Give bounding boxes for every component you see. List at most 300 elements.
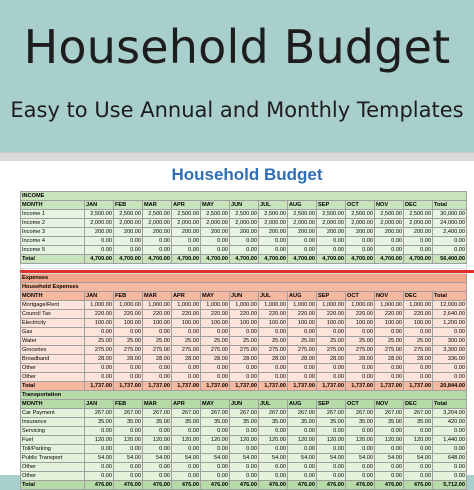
month-header-cell[interactable]: SEP <box>317 292 346 301</box>
value-cell[interactable]: 0.00 <box>346 427 375 436</box>
value-cell[interactable]: 2,000.00 <box>85 219 114 228</box>
value-cell[interactable]: 28.00 <box>85 355 114 364</box>
value-cell[interactable]: 267.00 <box>85 409 114 418</box>
value-cell[interactable]: 0.00 <box>288 237 317 246</box>
row-label[interactable]: Groceries <box>21 346 85 355</box>
total-cell[interactable]: 1,737.00 <box>317 382 346 391</box>
total-cell[interactable]: 4,700.00 <box>259 255 288 264</box>
value-cell[interactable]: 275.00 <box>404 346 433 355</box>
value-cell[interactable]: 28.00 <box>404 355 433 364</box>
value-cell[interactable]: 220.00 <box>288 310 317 319</box>
value-cell[interactable]: 0.00 <box>404 246 433 255</box>
value-cell[interactable]: 0.00 <box>172 364 201 373</box>
value-cell[interactable]: 0.00 <box>143 427 172 436</box>
value-cell[interactable]: 0.00 <box>85 472 114 481</box>
month-header-cell[interactable]: NOV <box>375 201 404 210</box>
total-cell[interactable]: 56,400.00 <box>433 255 467 264</box>
value-cell[interactable]: 2,640.00 <box>433 310 467 319</box>
value-cell[interactable]: 0.00 <box>172 472 201 481</box>
value-cell[interactable]: 0.00 <box>404 373 433 382</box>
month-header-cell[interactable]: DEC <box>404 292 433 301</box>
value-cell[interactable]: 28.00 <box>259 355 288 364</box>
value-cell[interactable]: 120.00 <box>201 436 230 445</box>
row-label[interactable]: Other <box>21 463 85 472</box>
value-cell[interactable]: 25.00 <box>201 337 230 346</box>
value-cell[interactable]: 0.00 <box>259 472 288 481</box>
total-cell[interactable]: 476.00 <box>143 481 172 490</box>
value-cell[interactable]: 275.00 <box>85 346 114 355</box>
value-cell[interactable]: 0.00 <box>143 246 172 255</box>
total-cell[interactable]: 476.00 <box>85 481 114 490</box>
value-cell[interactable]: 0.00 <box>317 328 346 337</box>
value-cell[interactable]: 2,000.00 <box>346 219 375 228</box>
value-cell[interactable]: 0.00 <box>230 237 259 246</box>
total-cell[interactable]: 20,844.00 <box>433 382 467 391</box>
value-cell[interactable]: 200.00 <box>259 228 288 237</box>
value-cell[interactable]: 0.00 <box>143 373 172 382</box>
total-cell[interactable]: 4,700.00 <box>230 255 259 264</box>
value-cell[interactable]: 2,500.00 <box>404 210 433 219</box>
value-cell[interactable]: 0.00 <box>288 463 317 472</box>
month-header-cell[interactable]: JUN <box>230 292 259 301</box>
month-header-cell[interactable]: AUG <box>288 201 317 210</box>
value-cell[interactable]: 0.00 <box>375 445 404 454</box>
total-cell[interactable]: 1,737.00 <box>346 382 375 391</box>
value-cell[interactable]: 120.00 <box>317 436 346 445</box>
value-cell[interactable]: 1,000.00 <box>288 301 317 310</box>
month-header-cell[interactable]: NOV <box>375 400 404 409</box>
value-cell[interactable]: 0.00 <box>346 373 375 382</box>
value-cell[interactable]: 0.00 <box>114 364 143 373</box>
value-cell[interactable]: 1,000.00 <box>143 301 172 310</box>
total-cell[interactable]: 476.00 <box>114 481 143 490</box>
value-cell[interactable]: 0.00 <box>375 364 404 373</box>
total-cell[interactable]: 4,700.00 <box>201 255 230 264</box>
value-cell[interactable]: 35.00 <box>404 418 433 427</box>
value-cell[interactable]: 267.00 <box>201 409 230 418</box>
total-cell[interactable]: 4,700.00 <box>143 255 172 264</box>
total-cell[interactable]: 1,737.00 <box>259 382 288 391</box>
value-cell[interactable]: 0.00 <box>172 445 201 454</box>
value-cell[interactable]: 2,000.00 <box>317 219 346 228</box>
value-cell[interactable]: 54.00 <box>375 454 404 463</box>
month-header-cell[interactable]: MAY <box>201 292 230 301</box>
value-cell[interactable]: 200.00 <box>317 228 346 237</box>
value-cell[interactable]: 275.00 <box>172 346 201 355</box>
value-cell[interactable]: 0.00 <box>172 427 201 436</box>
value-cell[interactable]: 267.00 <box>259 409 288 418</box>
month-header-cell[interactable]: OCT <box>346 201 375 210</box>
value-cell[interactable]: 0.00 <box>375 246 404 255</box>
value-cell[interactable]: 200.00 <box>230 228 259 237</box>
value-cell[interactable]: 25.00 <box>172 337 201 346</box>
income-section-label[interactable]: INCOME <box>21 192 467 201</box>
value-cell[interactable]: 2,000.00 <box>172 219 201 228</box>
value-cell[interactable]: 120.00 <box>114 436 143 445</box>
value-cell[interactable]: 1,000.00 <box>346 301 375 310</box>
value-cell[interactable]: 0.00 <box>230 445 259 454</box>
value-cell[interactable]: 35.00 <box>201 418 230 427</box>
value-cell[interactable]: 220.00 <box>230 310 259 319</box>
value-cell[interactable]: 0.00 <box>201 364 230 373</box>
month-header-cell[interactable]: APR <box>172 292 201 301</box>
value-cell[interactable]: 220.00 <box>201 310 230 319</box>
total-cell[interactable]: 1,737.00 <box>375 382 404 391</box>
value-cell[interactable]: 54.00 <box>346 454 375 463</box>
value-cell[interactable]: 0.00 <box>143 364 172 373</box>
value-cell[interactable]: 0.00 <box>346 328 375 337</box>
value-cell[interactable]: 0.00 <box>201 427 230 436</box>
value-cell[interactable]: 0.00 <box>317 246 346 255</box>
value-cell[interactable]: 0.00 <box>404 237 433 246</box>
value-cell[interactable]: 200.00 <box>114 228 143 237</box>
value-cell[interactable]: 0.00 <box>375 463 404 472</box>
value-cell[interactable]: 35.00 <box>259 418 288 427</box>
month-header-cell[interactable]: JAN <box>85 292 114 301</box>
value-cell[interactable]: 54.00 <box>288 454 317 463</box>
value-cell[interactable]: 0.00 <box>375 328 404 337</box>
value-cell[interactable]: 0.00 <box>288 246 317 255</box>
value-cell[interactable]: 1,000.00 <box>85 301 114 310</box>
row-label[interactable]: Electricity <box>21 319 85 328</box>
value-cell[interactable]: 0.00 <box>433 328 467 337</box>
value-cell[interactable]: 54.00 <box>172 454 201 463</box>
month-header-cell[interactable]: MAY <box>201 201 230 210</box>
total-cell[interactable]: 4,700.00 <box>375 255 404 264</box>
row-label[interactable]: Other <box>21 373 85 382</box>
value-cell[interactable]: 2,000.00 <box>114 219 143 228</box>
month-header-cell[interactable]: APR <box>172 201 201 210</box>
row-label[interactable]: Income 2 <box>21 219 85 228</box>
month-header-label[interactable]: MONTH <box>21 292 85 301</box>
value-cell[interactable]: 0.00 <box>433 445 467 454</box>
value-cell[interactable]: 0.00 <box>288 373 317 382</box>
value-cell[interactable]: 3,300.00 <box>433 346 467 355</box>
value-cell[interactable]: 275.00 <box>230 346 259 355</box>
value-cell[interactable]: 267.00 <box>375 409 404 418</box>
value-cell[interactable]: 2,500.00 <box>230 210 259 219</box>
value-cell[interactable]: 2,500.00 <box>201 210 230 219</box>
value-cell[interactable]: 1,000.00 <box>404 301 433 310</box>
month-header-cell[interactable]: FEB <box>114 400 143 409</box>
value-cell[interactable]: 54.00 <box>85 454 114 463</box>
total-cell[interactable]: 476.00 <box>317 481 346 490</box>
row-label[interactable]: Income 4 <box>21 237 85 246</box>
value-cell[interactable]: 54.00 <box>317 454 346 463</box>
value-cell[interactable]: 2,000.00 <box>259 219 288 228</box>
value-cell[interactable]: 275.00 <box>375 346 404 355</box>
value-cell[interactable]: 28.00 <box>288 355 317 364</box>
value-cell[interactable]: 0.00 <box>288 427 317 436</box>
row-label[interactable]: Council Tax <box>21 310 85 319</box>
value-cell[interactable]: 28.00 <box>201 355 230 364</box>
month-header-cell[interactable]: FEB <box>114 292 143 301</box>
value-cell[interactable]: 28.00 <box>317 355 346 364</box>
value-cell[interactable]: 200.00 <box>172 228 201 237</box>
total-label[interactable]: Total <box>21 382 85 391</box>
value-cell[interactable]: 200.00 <box>85 228 114 237</box>
month-header-cell[interactable]: Total <box>433 201 467 210</box>
month-header-label[interactable]: MONTH <box>21 400 85 409</box>
total-cell[interactable]: 4,700.00 <box>114 255 143 264</box>
value-cell[interactable]: 0.00 <box>85 463 114 472</box>
value-cell[interactable]: 0.00 <box>346 246 375 255</box>
value-cell[interactable]: 220.00 <box>259 310 288 319</box>
total-cell[interactable]: 476.00 <box>375 481 404 490</box>
value-cell[interactable]: 0.00 <box>259 373 288 382</box>
value-cell[interactable]: 0.00 <box>259 237 288 246</box>
value-cell[interactable]: 2,400.00 <box>433 228 467 237</box>
value-cell[interactable]: 54.00 <box>259 454 288 463</box>
value-cell[interactable]: 0.00 <box>230 472 259 481</box>
expenses-section-label[interactable]: Expenses <box>21 274 467 283</box>
value-cell[interactable]: 120.00 <box>230 436 259 445</box>
value-cell[interactable]: 0.00 <box>317 472 346 481</box>
value-cell[interactable]: 0.00 <box>114 445 143 454</box>
value-cell[interactable]: 25.00 <box>375 337 404 346</box>
month-header-cell[interactable]: OCT <box>346 400 375 409</box>
month-header-cell[interactable]: JUL <box>259 201 288 210</box>
value-cell[interactable]: 120.00 <box>85 436 114 445</box>
value-cell[interactable]: 0.00 <box>85 246 114 255</box>
value-cell[interactable]: 0.00 <box>317 237 346 246</box>
value-cell[interactable]: 1,000.00 <box>230 301 259 310</box>
value-cell[interactable]: 25.00 <box>230 337 259 346</box>
value-cell[interactable]: 275.00 <box>259 346 288 355</box>
month-header-cell[interactable]: FEB <box>114 201 143 210</box>
value-cell[interactable]: 2,500.00 <box>288 210 317 219</box>
row-label[interactable]: Income 1 <box>21 210 85 219</box>
value-cell[interactable]: 28.00 <box>346 355 375 364</box>
value-cell[interactable]: 0.00 <box>404 328 433 337</box>
value-cell[interactable]: 0.00 <box>201 463 230 472</box>
value-cell[interactable]: 0.00 <box>143 472 172 481</box>
month-header-cell[interactable]: MAY <box>201 400 230 409</box>
value-cell[interactable]: 35.00 <box>375 418 404 427</box>
total-label[interactable]: Total <box>21 481 85 490</box>
value-cell[interactable]: 25.00 <box>404 337 433 346</box>
month-header-cell[interactable]: OCT <box>346 292 375 301</box>
value-cell[interactable]: 0.00 <box>433 364 467 373</box>
value-cell[interactable]: 120.00 <box>346 436 375 445</box>
value-cell[interactable]: 28.00 <box>114 355 143 364</box>
value-cell[interactable]: 0.00 <box>433 237 467 246</box>
value-cell[interactable]: 28.00 <box>375 355 404 364</box>
value-cell[interactable]: 54.00 <box>230 454 259 463</box>
value-cell[interactable]: 35.00 <box>346 418 375 427</box>
value-cell[interactable]: 0.00 <box>433 246 467 255</box>
value-cell[interactable]: 267.00 <box>230 409 259 418</box>
value-cell[interactable]: 200.00 <box>375 228 404 237</box>
value-cell[interactable]: 25.00 <box>259 337 288 346</box>
value-cell[interactable]: 0.00 <box>317 463 346 472</box>
value-cell[interactable]: 0.00 <box>201 237 230 246</box>
month-header-cell[interactable]: JAN <box>85 400 114 409</box>
row-label[interactable]: Income 3 <box>21 228 85 237</box>
row-label[interactable]: Gas <box>21 328 85 337</box>
value-cell[interactable]: 267.00 <box>143 409 172 418</box>
value-cell[interactable]: 120.00 <box>404 436 433 445</box>
value-cell[interactable]: 2,500.00 <box>114 210 143 219</box>
value-cell[interactable]: 267.00 <box>346 409 375 418</box>
value-cell[interactable]: 0.00 <box>259 427 288 436</box>
value-cell[interactable]: 28.00 <box>172 355 201 364</box>
month-header-cell[interactable]: SEP <box>317 201 346 210</box>
value-cell[interactable]: 54.00 <box>201 454 230 463</box>
value-cell[interactable]: 0.00 <box>85 364 114 373</box>
value-cell[interactable]: 200.00 <box>143 228 172 237</box>
value-cell[interactable]: 0.00 <box>375 237 404 246</box>
month-header-cell[interactable]: APR <box>172 400 201 409</box>
total-cell[interactable]: 476.00 <box>346 481 375 490</box>
value-cell[interactable]: 25.00 <box>143 337 172 346</box>
value-cell[interactable]: 12,000.00 <box>433 301 467 310</box>
value-cell[interactable]: 0.00 <box>230 427 259 436</box>
value-cell[interactable]: 35.00 <box>317 418 346 427</box>
value-cell[interactable]: 2,000.00 <box>143 219 172 228</box>
value-cell[interactable]: 0.00 <box>346 472 375 481</box>
transportation-section-label[interactable]: Transportation <box>21 391 467 400</box>
value-cell[interactable]: 267.00 <box>317 409 346 418</box>
value-cell[interactable]: 1,000.00 <box>172 301 201 310</box>
total-cell[interactable]: 476.00 <box>201 481 230 490</box>
month-header-cell[interactable]: JUN <box>230 400 259 409</box>
month-header-cell[interactable]: JAN <box>85 201 114 210</box>
month-header-cell[interactable]: JUL <box>259 292 288 301</box>
row-label[interactable]: Toll/Parking <box>21 445 85 454</box>
value-cell[interactable]: 0.00 <box>230 364 259 373</box>
value-cell[interactable]: 0.00 <box>143 445 172 454</box>
value-cell[interactable]: 120.00 <box>375 436 404 445</box>
value-cell[interactable]: 100.00 <box>317 319 346 328</box>
value-cell[interactable]: 100.00 <box>404 319 433 328</box>
value-cell[interactable]: 0.00 <box>288 445 317 454</box>
value-cell[interactable]: 275.00 <box>288 346 317 355</box>
value-cell[interactable]: 1,200.00 <box>433 319 467 328</box>
row-label[interactable]: Broadband <box>21 355 85 364</box>
value-cell[interactable]: 0.00 <box>404 472 433 481</box>
total-cell[interactable]: 476.00 <box>259 481 288 490</box>
value-cell[interactable]: 24,000.00 <box>433 219 467 228</box>
value-cell[interactable]: 0.00 <box>433 472 467 481</box>
value-cell[interactable]: 220.00 <box>346 310 375 319</box>
value-cell[interactable]: 200.00 <box>346 228 375 237</box>
total-cell[interactable]: 4,700.00 <box>404 255 433 264</box>
value-cell[interactable]: 0.00 <box>375 427 404 436</box>
value-cell[interactable]: 0.00 <box>288 364 317 373</box>
total-cell[interactable]: 476.00 <box>172 481 201 490</box>
value-cell[interactable]: 220.00 <box>143 310 172 319</box>
value-cell[interactable]: 220.00 <box>404 310 433 319</box>
value-cell[interactable]: 267.00 <box>172 409 201 418</box>
total-cell[interactable]: 476.00 <box>404 481 433 490</box>
value-cell[interactable]: 220.00 <box>172 310 201 319</box>
value-cell[interactable]: 100.00 <box>288 319 317 328</box>
value-cell[interactable]: 220.00 <box>114 310 143 319</box>
value-cell[interactable]: 0.00 <box>85 427 114 436</box>
month-header-cell[interactable]: AUG <box>288 292 317 301</box>
row-label[interactable]: Other <box>21 472 85 481</box>
total-cell[interactable]: 1,737.00 <box>85 382 114 391</box>
value-cell[interactable]: 0.00 <box>114 463 143 472</box>
value-cell[interactable]: 0.00 <box>404 364 433 373</box>
value-cell[interactable]: 267.00 <box>288 409 317 418</box>
value-cell[interactable]: 2,000.00 <box>230 219 259 228</box>
value-cell[interactable]: 0.00 <box>259 445 288 454</box>
value-cell[interactable]: 0.00 <box>172 328 201 337</box>
value-cell[interactable]: 2,500.00 <box>346 210 375 219</box>
household-section-label[interactable]: Household Expenses <box>21 283 467 292</box>
value-cell[interactable]: 0.00 <box>201 445 230 454</box>
value-cell[interactable]: 120.00 <box>288 436 317 445</box>
value-cell[interactable]: 3,204.00 <box>433 409 467 418</box>
value-cell[interactable]: 2,500.00 <box>317 210 346 219</box>
value-cell[interactable]: 1,000.00 <box>317 301 346 310</box>
value-cell[interactable]: 1,440.00 <box>433 436 467 445</box>
value-cell[interactable]: 35.00 <box>288 418 317 427</box>
value-cell[interactable]: 100.00 <box>172 319 201 328</box>
value-cell[interactable]: 0.00 <box>201 472 230 481</box>
total-cell[interactable]: 1,737.00 <box>172 382 201 391</box>
value-cell[interactable]: 25.00 <box>85 337 114 346</box>
value-cell[interactable]: 0.00 <box>201 373 230 382</box>
value-cell[interactable]: 0.00 <box>114 427 143 436</box>
value-cell[interactable]: 0.00 <box>259 246 288 255</box>
value-cell[interactable]: 2,500.00 <box>259 210 288 219</box>
value-cell[interactable]: 0.00 <box>375 472 404 481</box>
month-header-cell[interactable]: NOV <box>375 292 404 301</box>
value-cell[interactable]: 0.00 <box>375 373 404 382</box>
value-cell[interactable]: 35.00 <box>85 418 114 427</box>
value-cell[interactable]: 0.00 <box>404 445 433 454</box>
value-cell[interactable]: 35.00 <box>143 418 172 427</box>
value-cell[interactable]: 0.00 <box>288 328 317 337</box>
value-cell[interactable]: 0.00 <box>172 463 201 472</box>
month-header-cell[interactable]: DEC <box>404 201 433 210</box>
value-cell[interactable]: 420.00 <box>433 418 467 427</box>
total-cell[interactable]: 1,737.00 <box>201 382 230 391</box>
month-header-cell[interactable]: MAR <box>143 400 172 409</box>
value-cell[interactable]: 100.00 <box>259 319 288 328</box>
value-cell[interactable]: 2,000.00 <box>404 219 433 228</box>
month-header-cell[interactable]: AUG <box>288 400 317 409</box>
value-cell[interactable]: 1,000.00 <box>375 301 404 310</box>
total-label[interactable]: Total <box>21 255 85 264</box>
month-header-cell[interactable]: DEC <box>404 400 433 409</box>
value-cell[interactable]: 220.00 <box>375 310 404 319</box>
value-cell[interactable]: 25.00 <box>114 337 143 346</box>
total-cell[interactable]: 4,700.00 <box>288 255 317 264</box>
month-header-cell[interactable]: Total <box>433 400 467 409</box>
value-cell[interactable]: 0.00 <box>143 463 172 472</box>
month-header-cell[interactable]: JUN <box>230 201 259 210</box>
month-header-cell[interactable]: JUL <box>259 400 288 409</box>
total-cell[interactable]: 1,737.00 <box>114 382 143 391</box>
row-label[interactable]: Servicing <box>21 427 85 436</box>
value-cell[interactable]: 28.00 <box>143 355 172 364</box>
total-cell[interactable]: 1,737.00 <box>404 382 433 391</box>
value-cell[interactable]: 2,500.00 <box>143 210 172 219</box>
month-header-label[interactable]: MONTH <box>21 201 85 210</box>
row-label[interactable]: Mortgage/Rent <box>21 301 85 310</box>
value-cell[interactable]: 100.00 <box>346 319 375 328</box>
value-cell[interactable]: 54.00 <box>143 454 172 463</box>
value-cell[interactable]: 30,000.00 <box>433 210 467 219</box>
value-cell[interactable]: 200.00 <box>288 228 317 237</box>
total-cell[interactable]: 4,700.00 <box>172 255 201 264</box>
value-cell[interactable]: 0.00 <box>143 328 172 337</box>
month-header-cell[interactable]: Total <box>433 292 467 301</box>
